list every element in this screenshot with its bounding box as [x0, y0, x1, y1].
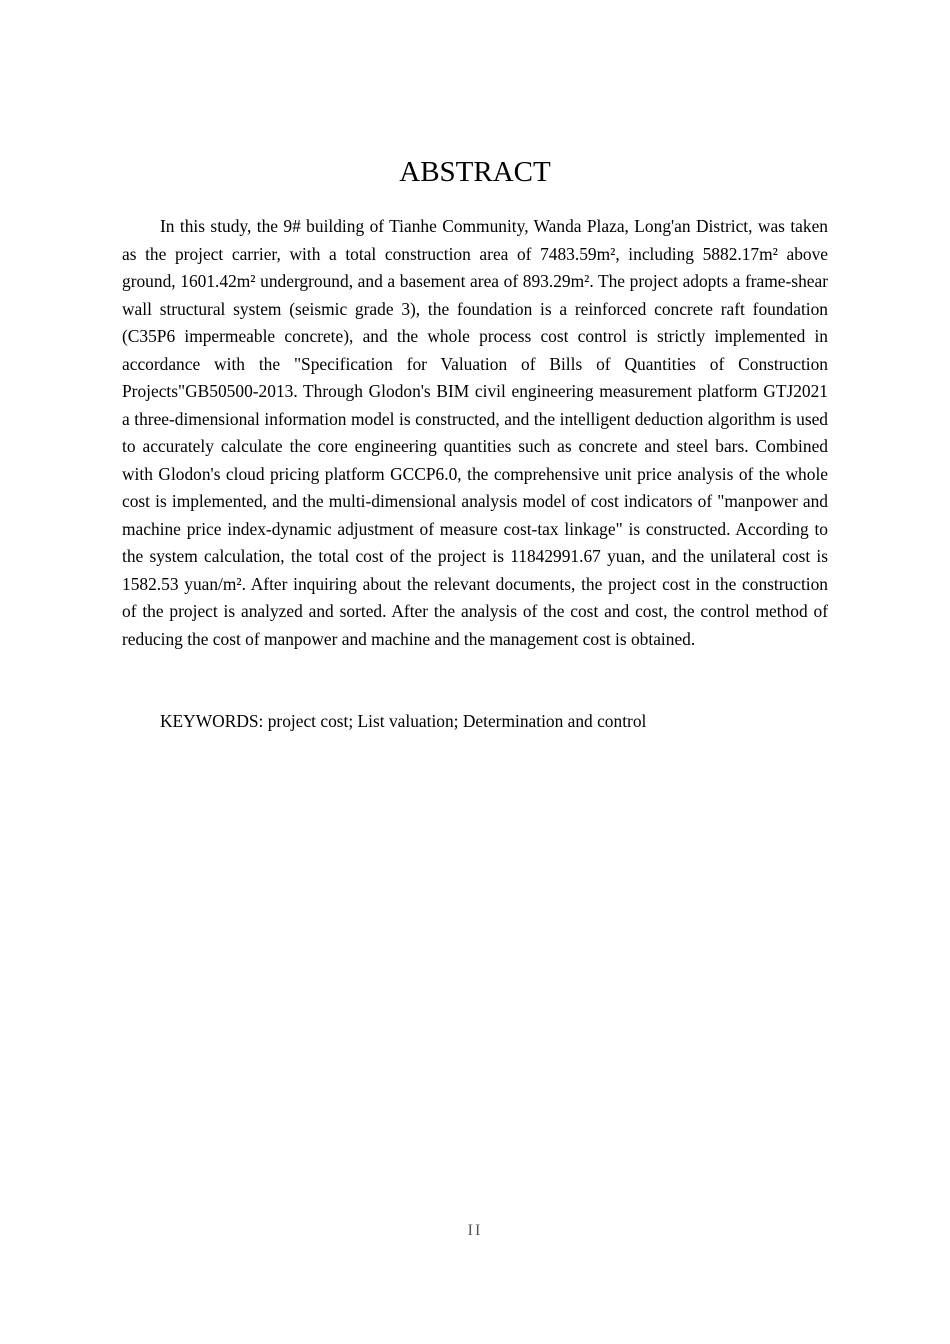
abstract-paragraph: In this study, the 9# building of Tianhe Community, Wanda Plaza, Long'an District, was taken as the project carrier, with a total construction area of 7483.59m², including 5882.17m² above ground, 1601.42m² underground, and a basement area of 893.29m². The project adopts a frame-shear wall structural system (seismic grade 3), the foundation is a reinforced concrete raft foundation (C35P6 impermeable concrete), and the whole process cost control is strictly implemented in accordance with the "Specification for Valuation of Bills of Quantities of Construction Projects"GB50500-2013. Through Glodon's BIM civil engineering measurement platform GTJ2021 a three-dimensional information model is constructed, and the intelligent deduction algorithm is used to accurately calculate the core engineering quantities such as concrete and steel bars. Combined with Glodon's cloud pricing platform GCCP6.0, the comprehensive unit price analysis of the whole cost is implemented, and the multi-dimensional analysis model of cost indicators of "manpower and machine price index-dynamic adjustment of measure cost-tax linkage" is constructed. According to the system calculation, the total cost of the project is 11842991.67 yuan, and the unilateral cost is 1582.53 yuan/m². After inquiring about the relevant documents, the project cost in the construction of the project is analyzed and sorted. After the analysis of the cost and cost, the control method of reducing the cost of manpower and machine and the management cost is obtained.	[122, 216, 828, 649]
keywords-line: KEYWORDS: project cost; List valuation; Determination and control	[160, 711, 647, 731]
abstract-title: ABSTRACT	[399, 156, 551, 188]
page-number: II	[467, 1222, 483, 1239]
